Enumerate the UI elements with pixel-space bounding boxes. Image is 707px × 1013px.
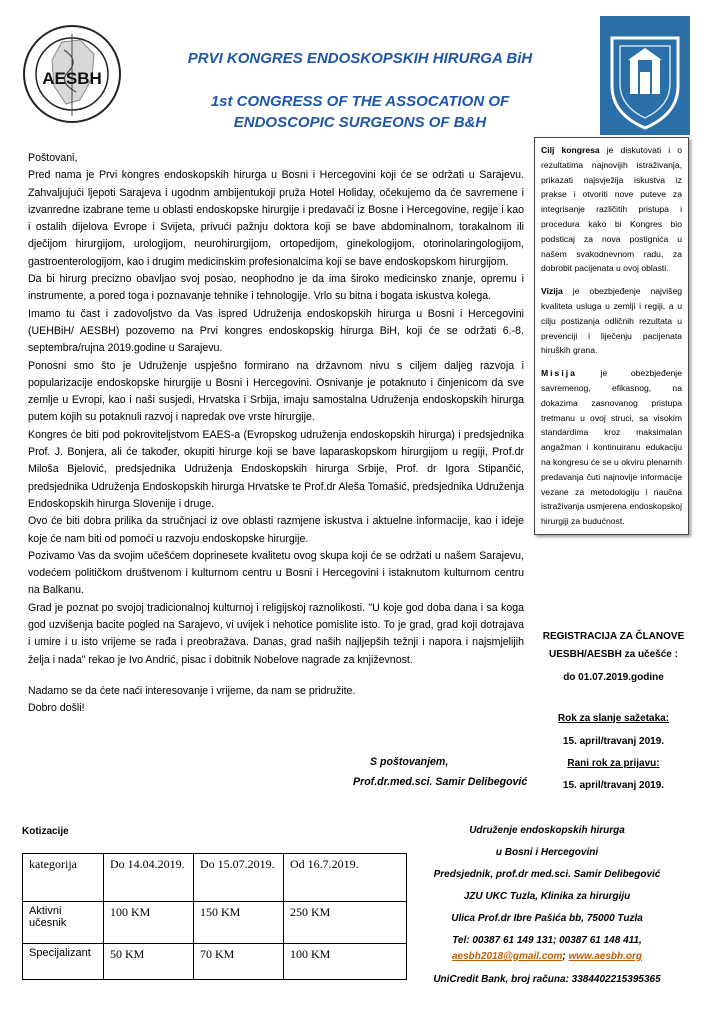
- title-bs: PRVI KONGRES ENDOSKOPSKIH HIRURGA BiH: [187, 50, 533, 67]
- abstract-date: 15. april/travanj 2019.: [562, 736, 665, 747]
- sarajevo-emblem: [600, 16, 690, 135]
- table-header-cell: Do 14.04.2019.: [104, 854, 194, 902]
- cilj-text: je diskutovati i o rezultatima najnovijih istraživanja, prikazati najsvježija iskustva iz prakse i otvoriti nove puteve za integrisanje različitih pristupa i procedura kako bi Kongres bio podsticaj za nova postignića u našem svakodnevnom radu, za dobrobit pacijenata u ovoj oblasti.: [541, 145, 682, 274]
- letter-body: [28, 150, 524, 718]
- paragraph: Imamo tu čast i zadovoljstvo da Vas ispred Udruženja endoskopskih hirurga u Bosni i Hercegovini (UEHBiH/ AESBH) pozovemo na Prvi kongres endoskopskig hirurga BiH, koji će se održati 6.-8. septembra/rujna 2019.godine u Sarajevu.: [28, 307, 524, 355]
- cilj-label: Cilj kongresa: [541, 145, 600, 155]
- greeting: Poštovani,: [28, 152, 78, 164]
- abstract-label: Rok za slanje sažetaka:: [557, 713, 670, 724]
- paragraph: Pozivamo Vas da svojim učešćem doprinesete kvalitetu ovog skupa koji će se održati u našem Sarajevu, vodećem političkom društvenom i kulturnom centru u Bosni i Hercegovini i istaknutom kulturnom centru na Balkanu.: [28, 549, 524, 597]
- table-row: [23, 902, 407, 944]
- footer-clinic: JZU UKC Tuzla, Klinika za hirurgiju: [463, 891, 631, 902]
- registration-line2: UESBH/AESBH za učešće :: [549, 649, 678, 660]
- apply-label: Rani rok za prijavu:: [567, 758, 660, 769]
- paragraph: Ovo će biti dobra prilika da stručnjaci iz ove oblasti razmjene iskustva i aktuelne informacije, kao i ideje koje će nam biti od pomoći u razvoju endoskopske hirurgije.: [28, 515, 524, 545]
- table-header-cell: Do 15.07.2019.: [194, 854, 284, 902]
- table-row: [23, 854, 407, 902]
- vizija-text: je obezbjeđenje najvišeg kvaliteta usluga u zemlji i regiji, a u cilju postizanja odličnih rezultata u prevenciji i liječenju pacijenata hiruških grana.: [541, 286, 683, 356]
- welcome-line: Dobro došli!: [28, 702, 85, 715]
- paragraph: Grad je poznat po svojoj tradicionalnoj kulturnoj i religijskoj raznolikosti. "U koje god doba dana i sa koga god uzvišenja bacite pogled na Sarajevo, vi uvijek i nehotice pomislite isto. To je grad, grad koji dotrajava i umire i u isto vrijeme se rađa i preobražava. Danas, grad naših najljepših težnji i napora i najsmjelijih želja i nada" rekao je Ivo Andrić, pisac i dobitnik Nobelove nagrade za književnost.: [28, 601, 524, 666]
- vizija-label: Vizija: [541, 286, 563, 297]
- paragraph: Da bi hirurg precizno obavljao svoj posao, neophodno je da ima široko medicinsko znanje, opremu i instrumente, a pored toga i poznavanje tehnike i tehnologije. Vrlo su bitna i bogata iskustva kolega.: [28, 273, 524, 303]
- apply-date: 15. april/travanj 2019.: [562, 780, 665, 791]
- table-cell: 100 KM: [104, 902, 194, 944]
- title-en-line1: 1st CONGRESS OF THE ASSOCATION OF: [210, 93, 510, 110]
- footer-bank: UniCredit Bank, broj računa: 3384402215395365: [433, 974, 661, 985]
- table-cell: Specijalizant: [23, 944, 104, 980]
- footer-contacts: [398, 946, 696, 968]
- paragraph: Ponosni smo što je Udruženje uspješno formirano na državnom nivu s ciljem daljeg razvoja i popularizacije endoskopske hirurgije u Bosni i Hercegovini. Osnivanje je potaknuto i činjenicom da sve zemlje u Evropi, kao i naši susjedi, Hrvatska i Srbija, imaju samostalna Udruženja endoskopskih hirurga putem kojih su potaknuli razvoj i napredak ove vrste hirurgije.: [28, 359, 524, 424]
- misija-label: Misija: [541, 368, 577, 379]
- signature-greeting: S poštovanjem,: [370, 756, 449, 768]
- registration-deadline: do 01.07.2019.godine: [563, 672, 664, 683]
- paragraph: Pred nama je Prvi kongres endoskopskih hirurga u Bosni i Hercegovini koji će se održati u Sarajevu. Zahvaljujući ljepoti Sarajeva i ugodnm ambijentukoji pruža Hotel Holiday, očekujemo da će savremene i izvanredne izabrane teme u oblasti endoskopske hirurgije i predavači iz Bosne i Hercegovine, regije i kao i ostalih dijelova Evrope i Svijeta, privući pažnju doktora koji se bave abdominalnom, torakalnom ili dječijom hirurgijom, urologijom, neurohirurgijom, ortopedijom, ginekologijom, otorinolaringologijom, gastroenterologijom, kao i drugim medicinskim profesionalcima koji se bave endoskopskom hirurgijom.: [28, 169, 524, 268]
- table-cell: 100 KM: [284, 944, 407, 980]
- fees-title: Kotizacije: [22, 826, 69, 837]
- mission-box: [534, 137, 689, 535]
- contact-separator: ;: [562, 951, 566, 962]
- paragraph: Kongres će biti pod pokroviteljstvom EAES-a (Evropskog udruženja endoskopskih hirurga) i predsjednika Prof. J. Bonjera, ali će također, okupiti hirurge koji se bave laparaskopskom hirurgijom u regiji, Prof.dr Miloša Bjelović, predsjednika Udruženja Endoskopskih hirurga Srbije, Prof. dr Igora Stipančić, predsjednika Udruženja Endoskopskih hirurga Hrvatske te Prof.dr Aleša Tomašić, predsjednika Udruženja Endoskopskih hirurga Slovenije i druge.: [28, 428, 524, 510]
- footer-phone: Tel: 00387 61 149 131; 00387 61 148 411,: [452, 935, 642, 946]
- table-cell: 250 KM: [284, 902, 407, 944]
- table-cell: 70 KM: [194, 944, 284, 980]
- registration-line1: REGISTRACIJA ZA ČLANOVE: [542, 631, 685, 642]
- title-en-line2: ENDOSCOPIC SURGEONS OF B&H: [233, 114, 487, 131]
- table-cell: Aktivni učesnik: [23, 902, 104, 944]
- table-header-cell: Od 16.7.2019.: [284, 854, 407, 902]
- table-cell: 150 KM: [194, 902, 284, 944]
- fees-table: [22, 853, 407, 980]
- aesbh-logo: [22, 20, 122, 128]
- footer-president: Predsjednik, prof.dr med.sci. Samir Delibegović: [433, 869, 661, 880]
- footer-org-line2: u Bosni i Hercegovini: [495, 847, 599, 858]
- misija-text: je obezbjeđenje savremenog, efikasnog, na dokazima zasnovanog pristupa tretmanu u ovoj struci, sa visokim standardima kroz maksimalan angažman i kontinuiranu edukaciju na kongresu će se u okviru plenarnih predavanja čuti najnovije informacije vezane za metodologiju i naučna istraživanja usmjerena endoskopskoj hirurgiji za budućnost.: [541, 368, 682, 527]
- footer-address: Ulica Prof.dr Ibre Pašića bb, 75000 Tuzla: [451, 913, 643, 924]
- table-row: [23, 944, 407, 980]
- svg-text:AESBH: AESBH: [42, 69, 102, 88]
- table-header-cell: kategorija: [23, 854, 104, 902]
- footer-org-line1: Udruženje endoskopskih hirurga: [469, 825, 625, 836]
- website-link[interactable]: www.aesbh.org: [568, 951, 642, 962]
- closing-line: Nadamo se da ćete naći interesovanje i vrijeme, da nam se pridružite.: [28, 684, 356, 697]
- email-link[interactable]: aesbh2018@gmail.com: [451, 951, 563, 962]
- signature-name: Prof.dr.med.sci. Samir Delibegović: [353, 776, 528, 788]
- table-cell: 50 KM: [104, 944, 194, 980]
